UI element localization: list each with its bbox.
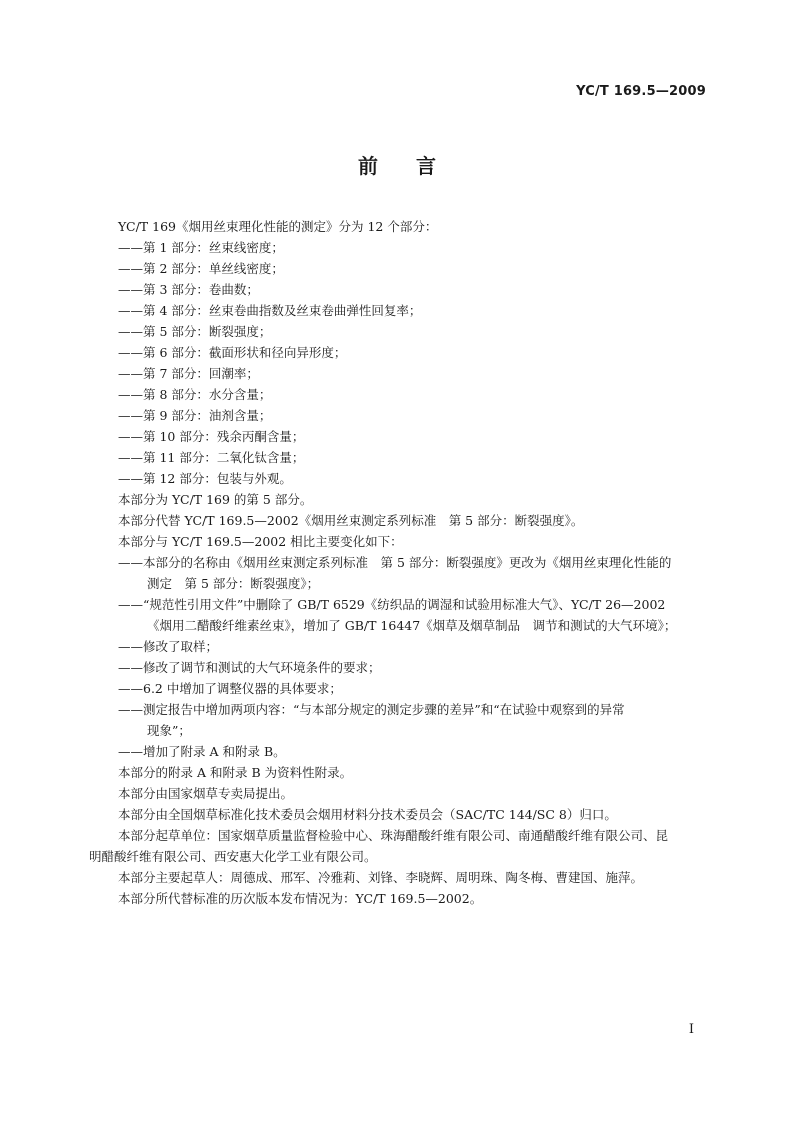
paragraph: 本部分由全国烟草标准化技术委员会烟用材料分技术委员会（SAC/TC 144/SC 8）归口。	[118, 807, 617, 822]
list-item: ——本部分的名称由《烟用丝束测定系列标准 第 5 部分：断裂强度》更改为《烟用丝束理化性能的	[118, 555, 672, 570]
foreword-body	[89, 216, 706, 909]
list-item-continuation: 测定 第 5 部分：断裂强度》；	[147, 576, 320, 591]
list-item: ——第 1 部分：丝束线密度；	[118, 240, 284, 255]
paragraph: 本部分的附录 A 和附录 B 为资料性附录。	[118, 765, 353, 780]
list-item: ——修改了调节和测试的大气环境条件的要求；	[118, 660, 381, 675]
list-item: ——第 10 部分：残余丙酮含量；	[118, 429, 305, 444]
page-title: 前言	[358, 154, 474, 178]
list-item: ——第 7 部分：回潮率；	[118, 366, 259, 381]
paragraph: 本部分与 YC/T 169.5—2002 相比主要变化如下：	[118, 534, 403, 549]
list-item: ——“规范性引用文件”中删除了 GB/T 6529《纺织品的调湿和试验用标准大气》、YC/T 26—2002	[118, 597, 666, 612]
list-item: ——第 9 部分：油剂含量；	[118, 408, 272, 423]
list-item: ——第 5 部分：断裂强度；	[118, 324, 272, 339]
list-item: ——6.2 中增加了调整仪器的具体要求；	[118, 681, 342, 696]
list-item: ——第 4 部分：丝束卷曲指数及丝束卷曲弹性回复率；	[118, 303, 422, 318]
paragraph: 本部分由国家烟草专卖局提出。	[118, 786, 294, 801]
list-item: ——增加了附录 A 和附录 B。	[118, 744, 286, 759]
list-item-continuation: 《烟用二醋酸纤维素丝束》，增加了 GB/T 16447《烟草及烟草制品 调节和测试的大气环境》；	[147, 618, 677, 633]
list-item: ——第 8 部分：水分含量；	[118, 387, 272, 402]
standard-code: YC/T 169.5—2009	[576, 84, 706, 99]
paragraph: 本部分为 YC/T 169 的第 5 部分。	[118, 492, 313, 507]
list-item: ——测定报告中增加两项内容：“与本部分规定的测定步骤的差异”和“在试验中观察到的异常	[118, 702, 625, 717]
intro-paragraph: YC/T 169《烟用丝束理化性能的测定》分为 12 个部分：	[118, 219, 438, 234]
list-item: ——第 2 部分：单丝线密度；	[118, 261, 284, 276]
paragraph: 本部分主要起草人：周德成、邢军、冷雅莉、刘锋、李晓辉、周明珠、陶冬梅、曹建国、施萍。	[118, 870, 644, 885]
paragraph-continuation: 明醋酸纤维有限公司、西安惠大化学工业有限公司。	[89, 849, 377, 864]
list-item: ——第 11 部分：二氧化钛含量；	[118, 450, 305, 465]
list-item: ——第 3 部分：卷曲数；	[118, 282, 259, 297]
paragraph: 本部分所代替标准的历次版本发布情况为：YC/T 169.5—2002。	[118, 891, 483, 906]
list-item: ——第 6 部分：截面形状和径向异形度；	[118, 345, 347, 360]
page-number: I	[688, 1022, 694, 1037]
list-item: ——第 12 部分：包装与外观。	[118, 471, 292, 486]
paragraph: 本部分代替 YC/T 169.5—2002《烟用丝束测定系列标准 第 5 部分：断裂强度》。	[118, 513, 584, 528]
list-item-continuation: 现象”；	[147, 723, 191, 738]
paragraph: 本部分起草单位：国家烟草质量监督检验中心、珠海醋酸纤维有限公司、南通醋酸纤维有限公司、昆	[118, 828, 669, 843]
list-item: ——修改了取样；	[118, 639, 219, 654]
